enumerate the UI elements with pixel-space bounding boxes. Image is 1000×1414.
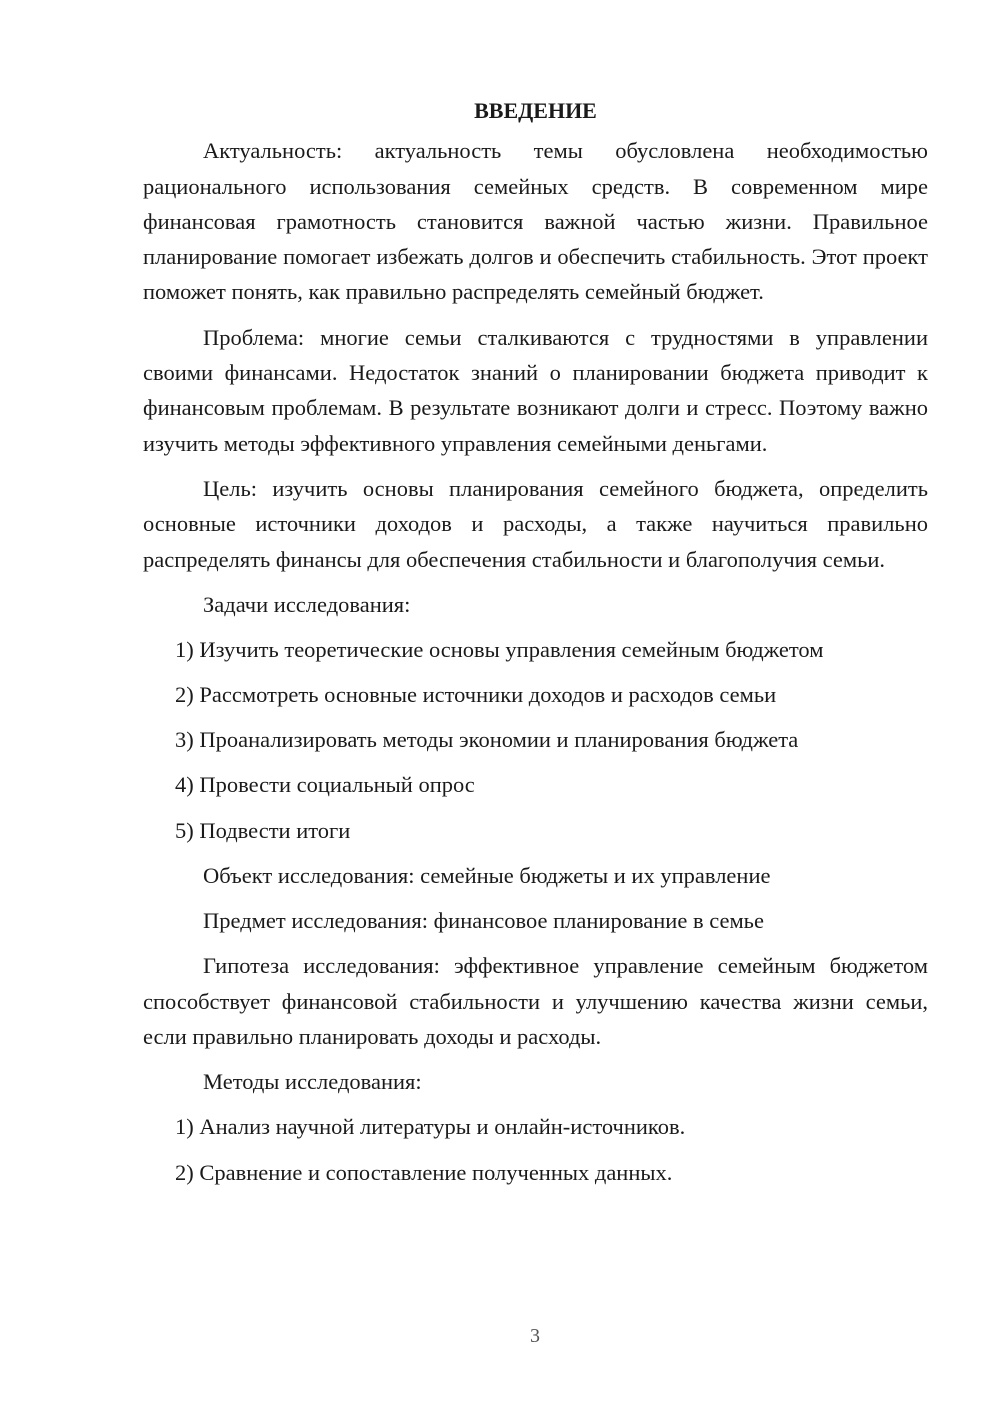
object-line: Объект исследования: семейные бюджеты и их управление — [203, 862, 771, 888]
task-item: 4) Провести социальный опрос — [175, 772, 475, 798]
tasks-list — [143, 632, 928, 848]
goal-paragraph: Цель: изучить основы планирования семейного бюджета, определить основные источники доходов и расходы, а также научиться правильно распределять финансы для обеспечения стабильности и благополучия семьи. — [143, 475, 928, 572]
task-item: 5) Подвести итоги — [175, 817, 351, 843]
subject-line: Предмет исследования: финансовое планирование в семье — [203, 907, 764, 933]
methods-list — [143, 1109, 928, 1189]
method-item: 1) Анализ научной литературы и онлайн-источников. — [175, 1114, 686, 1140]
page-number: 3 — [530, 1325, 540, 1347]
relevance-paragraph: Актуальность: актуальность темы обусловлена необходимостью рационального использования семейных средств. В современном мире финансовая грамотность становится важной частью жизни. Правильное планирование помогает избежать долгов и обеспечить стабильность. Этот проект поможет понять, как правильно распределять семейный бюджет. — [143, 138, 928, 305]
task-item: 2) Рассмотреть основные источники доходов и расходов семьи — [175, 682, 777, 708]
task-item: 3) Проанализировать методы экономии и планирования бюджета — [175, 727, 799, 753]
method-item: 2) Сравнение и сопоставление полученных данных. — [175, 1159, 673, 1185]
tasks-label: Задачи исследования: — [203, 591, 411, 617]
hypothesis-paragraph: Гипотеза исследования: эффективное управление семейным бюджетом способствует финансовой стабильности и улучшению качества жизни семьи, если правильно планировать доходы и расходы. — [143, 953, 928, 1049]
page-content — [143, 93, 928, 1200]
problem-paragraph: Проблема: многие семьи сталкиваются с трудностями в управлении своими финансами. Недостаток знаний о планировании бюджета приводит к финансовым проблемам. В результате возникают долги и стресс. Поэтому важно изучить методы эффективного управления семейными деньгами. — [143, 324, 928, 456]
page-title: ВВЕДЕНИЕ — [474, 98, 597, 123]
methods-label: Методы исследования: — [203, 1069, 422, 1095]
task-item: 1) Изучить теоретические основы управления семейным бюджетом — [175, 637, 824, 663]
